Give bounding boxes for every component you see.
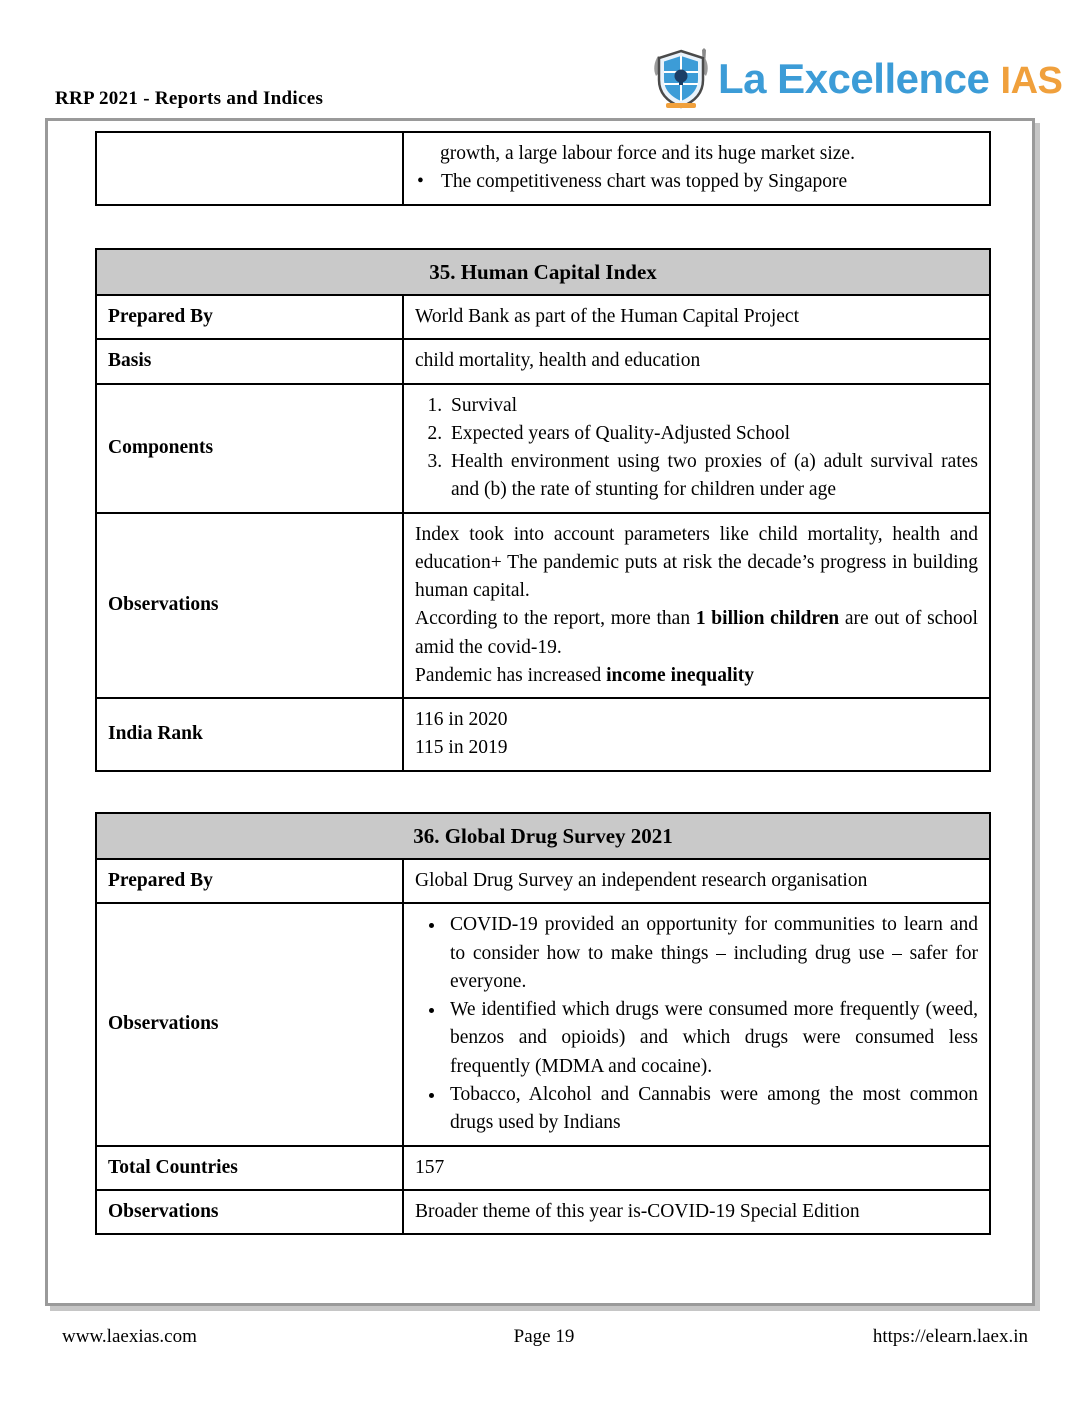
components-list [415,392,978,505]
table-row [96,859,990,903]
row-label-observations: Observations [96,513,403,699]
page-number: Page 19 [513,1326,575,1347]
table-row [96,513,990,699]
row-value-india-rank [403,698,990,771]
row-label-basis: Basis [96,339,403,383]
row-value-prepared-by: World Bank as part of the Human Capital Project [403,295,990,339]
row-value-components [403,384,990,513]
continuation-text-cell [403,132,990,205]
row-value-prepared-by: Global Drug Survey an independent research organisation [403,859,990,903]
observation-text: are out of school amid the covid-19. [415,608,978,658]
table-row [96,698,990,771]
table-row [96,1146,990,1190]
row-value-total-countries: 157 [403,1146,990,1190]
page-border-frame [45,118,1035,1306]
row-value-basis: child mortality, health and education [403,339,990,383]
table-row [96,132,990,205]
observation-paragraph [415,662,978,690]
india-rank-line: 116 in 2020 [415,709,508,731]
table-row [96,813,990,859]
row-label-total-countries: Total Countries [96,1146,403,1190]
table-row [96,339,990,383]
footer-website: www.laexias.com [62,1326,197,1347]
list-item: • We identified which drugs were consumed more frequently (weed, benzos and opioids) and which drugs were consumed less frequently (MDMA and cocaine). [446,996,978,1081]
observation-text: According to the report, more than [415,608,696,630]
row-label-prepared-by: Prepared By [96,859,403,903]
row-label-india-rank: India Rank [96,698,403,771]
observation-bold-text: 1 billion children [695,608,840,630]
list-item: 2. Expected years of Quality-Adjusted School [447,420,978,448]
brand-logo [652,48,1062,110]
page-title: RRP 2021 - Reports and Indices [55,88,324,109]
observation-paragraph: Index took into account parameters like child mortality, health and education+ The pandemic puts at risk the decade’s progress in building human capital. [415,523,978,602]
observation-text: Pandemic has increased [415,664,607,686]
row-label-observations: Observations [96,903,403,1145]
continuation-bullet-line [415,168,978,196]
observations-list [415,911,978,1137]
logo-ias: IAS [1000,60,1063,102]
continuation-bullet-text: The competitiveness chart was topped by Singapore [441,171,848,193]
india-rank-line: 115 in 2019 [415,737,508,759]
table-row [96,1190,990,1234]
row-value-observations [403,513,990,699]
row-label-prepared-by: Prepared By [96,295,403,339]
list-item: 3. Health environment using two proxies of (a) adult survival rates and (b) the rate of stunting for children under age [447,448,978,505]
continuation-line: growth, a large labour force and its huge market size. [440,143,855,164]
observation-bold-text: income inequality [606,664,755,686]
list-item: • Tobacco, Alcohol and Cannabis were among the most common drugs used by Indians [446,1081,978,1138]
table-36-title: 36. Global Drug Survey 2021 [96,813,990,859]
row-value-observations-2: Broader theme of this year is-COVID-19 Special Edition [403,1190,990,1234]
table-row [96,384,990,513]
human-capital-index-table [95,248,991,772]
bullet-icon: • [417,171,424,193]
shield-icon [652,48,710,110]
list-item: • COVID-19 provided an opportunity for communities to learn and to consider how to make things – including drug use – safer for everyone. [446,911,978,996]
logo-la-excellence: La Excellence [718,55,990,102]
table-row [96,903,990,1145]
global-drug-survey-table [95,812,991,1235]
continuation-table [95,131,991,206]
row-value-observations [403,903,990,1145]
footer-elearn-url: https://elearn.laex.in [872,1326,1028,1347]
row-label-components: Components [96,384,403,513]
list-item: 1. Survival [447,392,978,420]
row-label-observations-2: Observations [96,1190,403,1234]
table-35-title: 35. Human Capital Index [96,249,990,295]
observation-paragraph [415,605,978,662]
table-row [96,249,990,295]
table-row [96,295,990,339]
brand-logo-text [718,55,1063,102]
continuation-empty-cell [96,132,403,205]
